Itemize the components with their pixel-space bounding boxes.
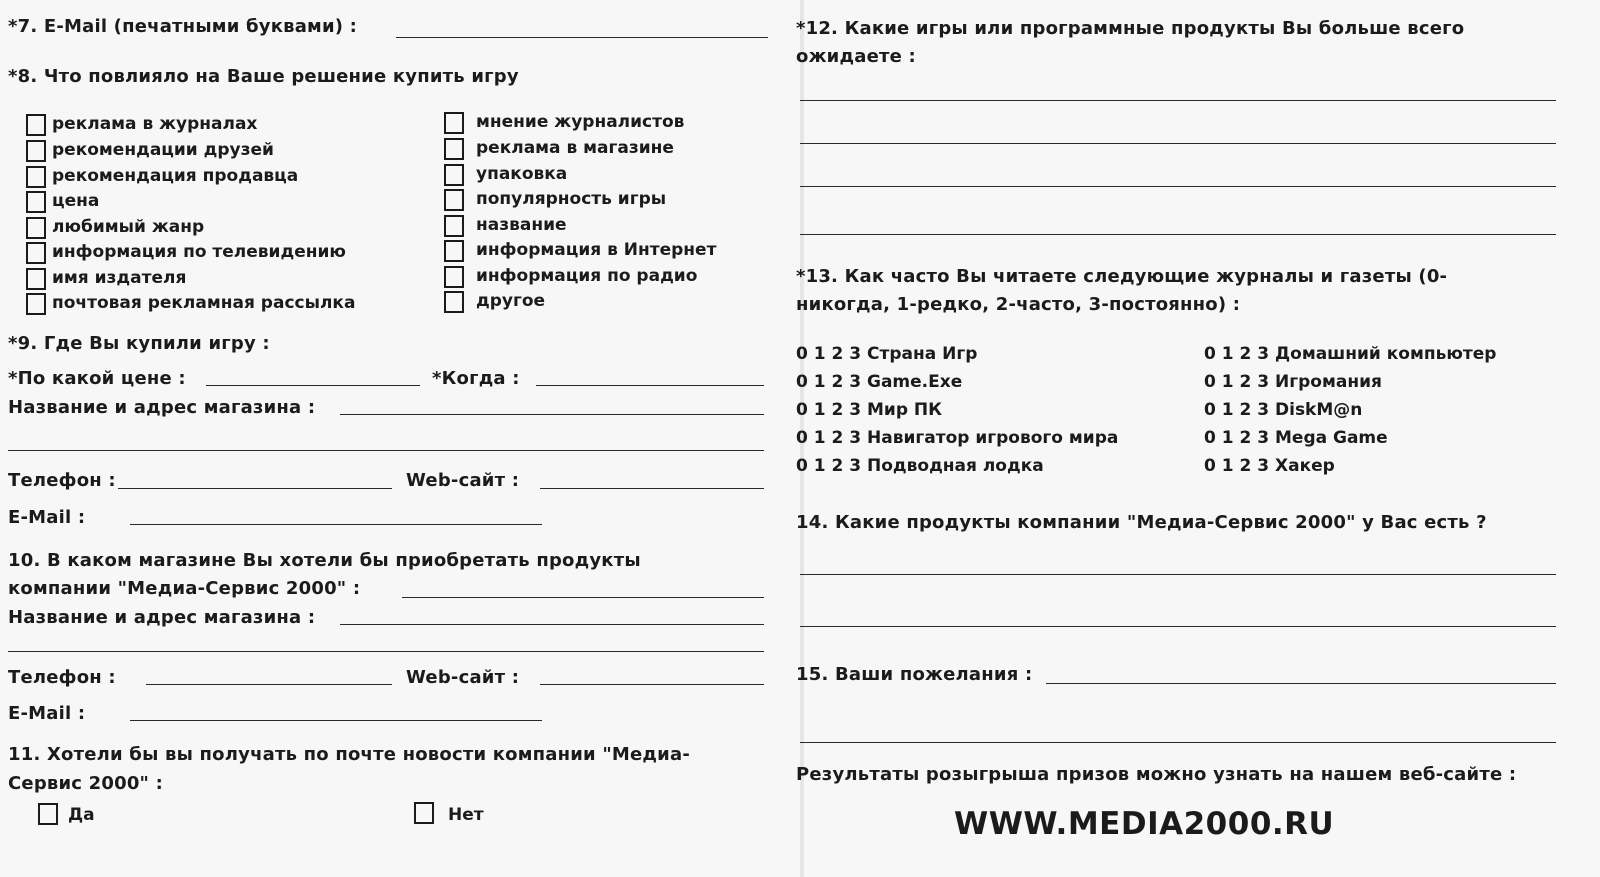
magazine-name: DiskM@n [1275, 400, 1363, 420]
q15-field-line-2[interactable] [800, 742, 1556, 743]
q12-field-line-1[interactable] [800, 100, 1556, 101]
q11-label-line-2: Сервис 2000" : [8, 773, 163, 794]
q8-checkbox-6[interactable] [26, 242, 46, 264]
rating-scale: 0 1 2 3 [1204, 428, 1270, 448]
q8-option-label: упаковка [476, 164, 568, 184]
rating-scale: 0 1 2 3 [796, 456, 862, 476]
q8-checkbox-7[interactable] [26, 268, 46, 290]
store-label: Название и адрес магазина : [8, 397, 316, 418]
website2-field[interactable] [540, 684, 764, 685]
email2-label: E-Mail : [8, 703, 86, 724]
store2-field-line-1[interactable] [340, 624, 764, 625]
q8-option-label: информация по радио [476, 266, 698, 286]
magazine-name: Game.Exe [867, 372, 963, 392]
rating-scale: 0 1 2 3 [796, 400, 862, 420]
magazine-name: Подводная лодка [867, 456, 1044, 476]
q10-label-line-1: 10. В каком магазине Вы хотели бы приобретать продукты [8, 550, 641, 571]
q8-checkbox-13[interactable] [444, 215, 464, 237]
website-label: Web-сайт : [406, 470, 520, 491]
q8-checkbox-2[interactable] [26, 140, 46, 162]
q8-checkbox-4[interactable] [26, 191, 46, 213]
phone2-field[interactable] [146, 684, 392, 685]
rating-scale: 0 1 2 3 [1204, 456, 1270, 476]
q8-option-label: мнение журналистов [476, 112, 685, 132]
q8-option-label: реклама в журналах [52, 114, 258, 134]
q7-label: *7. E-Mail (печатными буквами) : [8, 16, 358, 37]
when-label: *Когда : [432, 368, 520, 389]
q13-label-line-1: *13. Как часто Вы читаете следующие журналы и газеты (0- [796, 266, 1448, 287]
email-label: E-Mail : [8, 507, 86, 528]
rating-scale: 0 1 2 3 [1204, 344, 1270, 364]
store2-field-line-2[interactable] [8, 651, 764, 652]
magazine-name: Игромания [1275, 372, 1382, 392]
store-field-line-2[interactable] [8, 450, 764, 451]
q8-checkbox-14[interactable] [444, 240, 464, 262]
q8-checkbox-16[interactable] [444, 291, 464, 313]
q10-field[interactable] [402, 597, 764, 598]
q8-checkbox-15[interactable] [444, 266, 464, 288]
q8-option-label: реклама в магазине [476, 138, 674, 158]
magazine-rating-row[interactable] [1204, 456, 1335, 476]
q12-label-line-2: ожидаете : [796, 46, 916, 67]
website-field[interactable] [540, 488, 764, 489]
phone-field[interactable] [118, 488, 392, 489]
price-field[interactable] [206, 385, 420, 386]
magazine-name: Страна Игр [867, 344, 978, 364]
q8-checkbox-1[interactable] [26, 114, 46, 136]
q8-checkbox-8[interactable] [26, 293, 46, 315]
store-field-line-1[interactable] [340, 414, 764, 415]
store2-label: Название и адрес магазина : [8, 607, 316, 628]
rating-scale: 0 1 2 3 [796, 372, 862, 392]
yes-checkbox[interactable] [38, 803, 58, 825]
q8-option-label: информация в Интернет [476, 240, 717, 260]
phone-label: Телефон : [8, 470, 116, 491]
magazine-rating-row[interactable] [1204, 428, 1388, 448]
magazine-name: Навигатор игрового мира [867, 428, 1119, 448]
q10-label-line-2: компании "Медиа-Сервис 2000" : [8, 578, 361, 599]
yes-label: Да [68, 805, 95, 825]
q12-field-line-4[interactable] [800, 234, 1556, 235]
magazine-name: Мир ПК [867, 400, 943, 420]
price-label: *По какой цене : [8, 368, 186, 389]
q8-option-label: другое [476, 291, 546, 311]
q8-checkbox-5[interactable] [26, 217, 46, 239]
email2-field[interactable] [130, 720, 542, 721]
rating-scale: 0 1 2 3 [1204, 400, 1270, 420]
magazine-rating-row[interactable] [1204, 400, 1362, 420]
q11-label-line-1: 11. Хотели бы вы получать по почте новости компании "Медиа- [8, 744, 691, 765]
magazine-rating-row[interactable] [796, 428, 1118, 448]
q12-label-line-1: *12. Какие игры или программные продукты Вы больше всего [796, 18, 1465, 39]
phone2-label: Телефон : [8, 667, 116, 688]
q14-field-line-2[interactable] [800, 626, 1556, 627]
magazine-rating-row[interactable] [1204, 372, 1382, 392]
magazine-name: Домашний компьютер [1275, 344, 1497, 364]
magazine-name: Mega Game [1275, 428, 1388, 448]
q15-field-line-1[interactable] [1046, 683, 1556, 684]
rating-scale: 0 1 2 3 [796, 428, 862, 448]
no-checkbox[interactable] [414, 802, 434, 824]
magazine-rating-row[interactable] [796, 344, 977, 364]
q8-checkbox-12[interactable] [444, 189, 464, 211]
q8-option-label: информация по телевидению [52, 242, 346, 262]
q8-label: *8. Что повлияло на Ваше решение купить игру [8, 66, 519, 87]
q8-checkbox-10[interactable] [444, 138, 464, 160]
q8-option-label: название [476, 215, 567, 235]
q12-field-line-2[interactable] [800, 143, 1556, 144]
magazine-name: Хакер [1275, 456, 1335, 476]
q8-option-label: рекомендация продавца [52, 166, 299, 186]
magazine-rating-row[interactable] [796, 456, 1044, 476]
magazine-rating-row[interactable] [796, 372, 962, 392]
magazine-rating-row[interactable] [796, 400, 942, 420]
website2-label: Web-сайт : [406, 667, 520, 688]
q8-option-label: популярность игры [476, 189, 667, 209]
q8-option-label: рекомендации друзей [52, 140, 274, 160]
when-field[interactable] [536, 385, 764, 386]
q12-field-line-3[interactable] [800, 186, 1556, 187]
q9-label: *9. Где Вы купили игру : [8, 333, 270, 354]
q8-option-label: имя издателя [52, 268, 187, 288]
q8-option-label: почтовая рекламная рассылка [52, 293, 356, 313]
results-note: Результаты розыгрыша призов можно узнать на нашем веб-сайте : [796, 764, 1517, 785]
q8-option-label: цена [52, 191, 100, 211]
magazine-rating-row[interactable] [1204, 344, 1496, 364]
q8-checkbox-11[interactable] [444, 164, 464, 186]
rating-scale: 0 1 2 3 [1204, 372, 1270, 392]
email-field[interactable] [130, 524, 542, 525]
rating-scale: 0 1 2 3 [796, 344, 862, 364]
no-label: Нет [448, 805, 484, 825]
q8-checkbox-3[interactable] [26, 166, 46, 188]
q14-field-line-1[interactable] [800, 574, 1556, 575]
q8-option-label: любимый жанр [52, 217, 205, 237]
q14-label: 14. Какие продукты компании "Медиа-Сервис 2000" у Вас есть ? [796, 512, 1487, 533]
q15-label: 15. Ваши пожелания : [796, 664, 1033, 685]
website-url[interactable]: WWW.MEDIA2000.RU [954, 806, 1335, 842]
q8-checkbox-9[interactable] [444, 112, 464, 134]
q13-label-line-2: никогда, 1-редко, 2-часто, 3-постоянно) : [796, 294, 1241, 315]
q7-email-field[interactable] [396, 37, 768, 38]
